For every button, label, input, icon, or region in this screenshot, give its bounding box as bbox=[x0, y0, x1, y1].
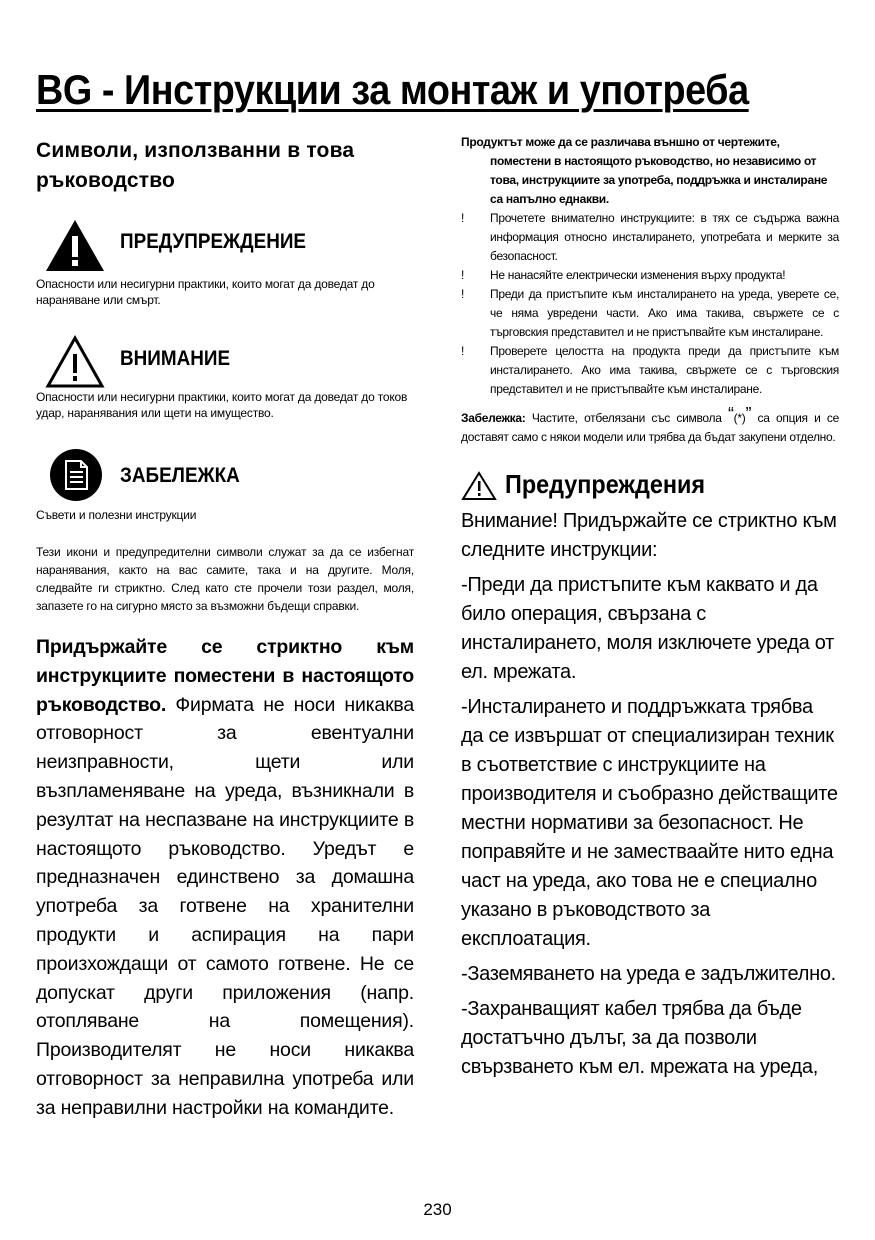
note-label: ЗАБЕЛЕЖКА bbox=[120, 464, 240, 487]
left-main-paragraph bbox=[36, 633, 414, 1123]
list-item bbox=[461, 266, 839, 285]
bullet-mark: ! bbox=[461, 211, 465, 225]
product-note-rest: поместени в настоящото ръководство, но независимо от това, инструкциите за употреба, поддръжка и инсталиране са напълно еднакви. bbox=[490, 154, 828, 206]
note-label-bold: Забележка: bbox=[461, 411, 526, 425]
bullet-text: Преди да пристъпите към инсталирането на уреда, уверете се, че няма увредени части. Ако има такива, свържете се с търговския представител и не пристъпвайте към инсталиране. bbox=[490, 287, 839, 339]
bullet-text: Проверете целостта на продукта преди да пристъпите към инсталирането. Ако има такива, свържете се с търговския представител и не пристъпвайте към инсталиране. bbox=[490, 344, 839, 396]
warning-label: ПРЕДУПРЕЖДЕНИЕ bbox=[120, 230, 307, 253]
warning-symbol-row bbox=[36, 218, 414, 278]
warnings-body bbox=[461, 507, 839, 1082]
list-item bbox=[461, 342, 839, 399]
list-item bbox=[461, 285, 839, 342]
caution-symbol-row bbox=[36, 334, 414, 394]
warnings-paragraph: -Захранващият кабел трябва да бъде достатъчно дълъг, за да позволи свързването към ел. мрежата на уреда, bbox=[461, 998, 818, 1078]
note-text: са опция и се доставят само с някои модели или трябва да бъдат закупени отделно. bbox=[461, 411, 840, 444]
note-text: Частите, отбелязани със символа bbox=[525, 411, 728, 425]
optional-symbol: (*) bbox=[733, 411, 746, 425]
page-number: 230 bbox=[423, 1200, 452, 1219]
page-title: BG - Инструкции за монтаж и употреба bbox=[36, 66, 749, 113]
bullet-text: Прочетете внимателно инструкциите: в тях се съдържа важна информация относно инсталирането, употребата и мерките за безопасност. bbox=[490, 211, 839, 263]
close-quote: ” bbox=[745, 404, 752, 424]
symbols-intro: Тези икони и предупредителни символи служат за да се избегнат наранявания, както на вас самите, така и на другите. Моля, следвайте ги стриктно. След като сте прочели този раздел, моля, запазете го на сигурно място за възможни бъдещи справки. bbox=[36, 545, 414, 613]
bullet-mark: ! bbox=[461, 344, 465, 358]
bullet-text: Не нанасяйте електрически изменения върху продукта! bbox=[490, 268, 786, 282]
warnings-heading-row bbox=[461, 467, 839, 507]
left-column bbox=[36, 136, 414, 1123]
warnings-paragraph: -Инсталирането и поддръжката трябва да се извършат от специализиран техник в съответствие с инструкциите на производителя и съобразно действащите местни нормативи за безопасност. Не поправяйте и не заместваайте нито една част на уреда, ако това не е специално указано в ръководството за експлоатация. bbox=[461, 696, 838, 950]
open-quote: “ bbox=[727, 404, 734, 424]
warning-outline-icon bbox=[461, 471, 497, 501]
warning-description: Опасности или несигурни практики, които могат да доведат до нараняване или смърт. bbox=[36, 277, 375, 307]
bullet-mark: ! bbox=[461, 287, 465, 301]
warning-triangle-icon bbox=[44, 218, 106, 274]
product-note bbox=[461, 133, 839, 209]
bullet-mark: ! bbox=[461, 268, 465, 282]
left-main-bold: Придържайте се стриктно към инструкциите поместени в настоящото ръководство. bbox=[36, 636, 414, 716]
warnings-paragraph: Внимание! Придържайте се стриктно към следните инструкции: bbox=[461, 510, 837, 561]
warnings-paragraph: -Заземяването на уреда е задължително. bbox=[461, 963, 836, 985]
warnings-paragraph: -Преди да пристъпите към каквато и да било операция, свързана с инсталирането, моля изключете уреда от ел. мрежата. bbox=[461, 574, 834, 683]
caution-triangle-icon bbox=[44, 334, 106, 390]
product-note-line1: Продуктът може да се различава външно от чертежите, bbox=[461, 135, 780, 149]
note-symbol-row bbox=[36, 447, 414, 507]
instruction-bullets bbox=[461, 209, 839, 399]
list-item bbox=[461, 209, 839, 266]
warnings-heading: Предупреждения bbox=[505, 469, 706, 499]
optional-parts-note bbox=[461, 405, 839, 447]
left-main-text: Фирмата не носи никаква отговорност за евентуални неизправности, щети или възпламеняване на уреда, възникнали в резултат на неспазване на инструкциите в настоящото ръководство. Уредът е предназначен единствено за домашна употреба за готвене на хранителни продукти и аспирация на пари произхождащи от самото готвене. Не се допускат други приложения (напр. отопляване на помещения). Производителят не носи никаква отговорност за неправилна употреба или за неправилни настройки на командите. bbox=[36, 693, 414, 1119]
symbols-heading: Символи, използванни в това ръководство bbox=[36, 139, 355, 192]
caution-label: ВНИМАНИЕ bbox=[120, 347, 231, 370]
caution-description: Опасности или несигурни практики, които могат да доведат до токов удар, наранявания или щети на имущество. bbox=[36, 390, 408, 420]
note-description: Съвети и полезни инструкции bbox=[36, 508, 197, 522]
right-column bbox=[461, 133, 839, 1088]
note-document-icon bbox=[44, 447, 106, 503]
